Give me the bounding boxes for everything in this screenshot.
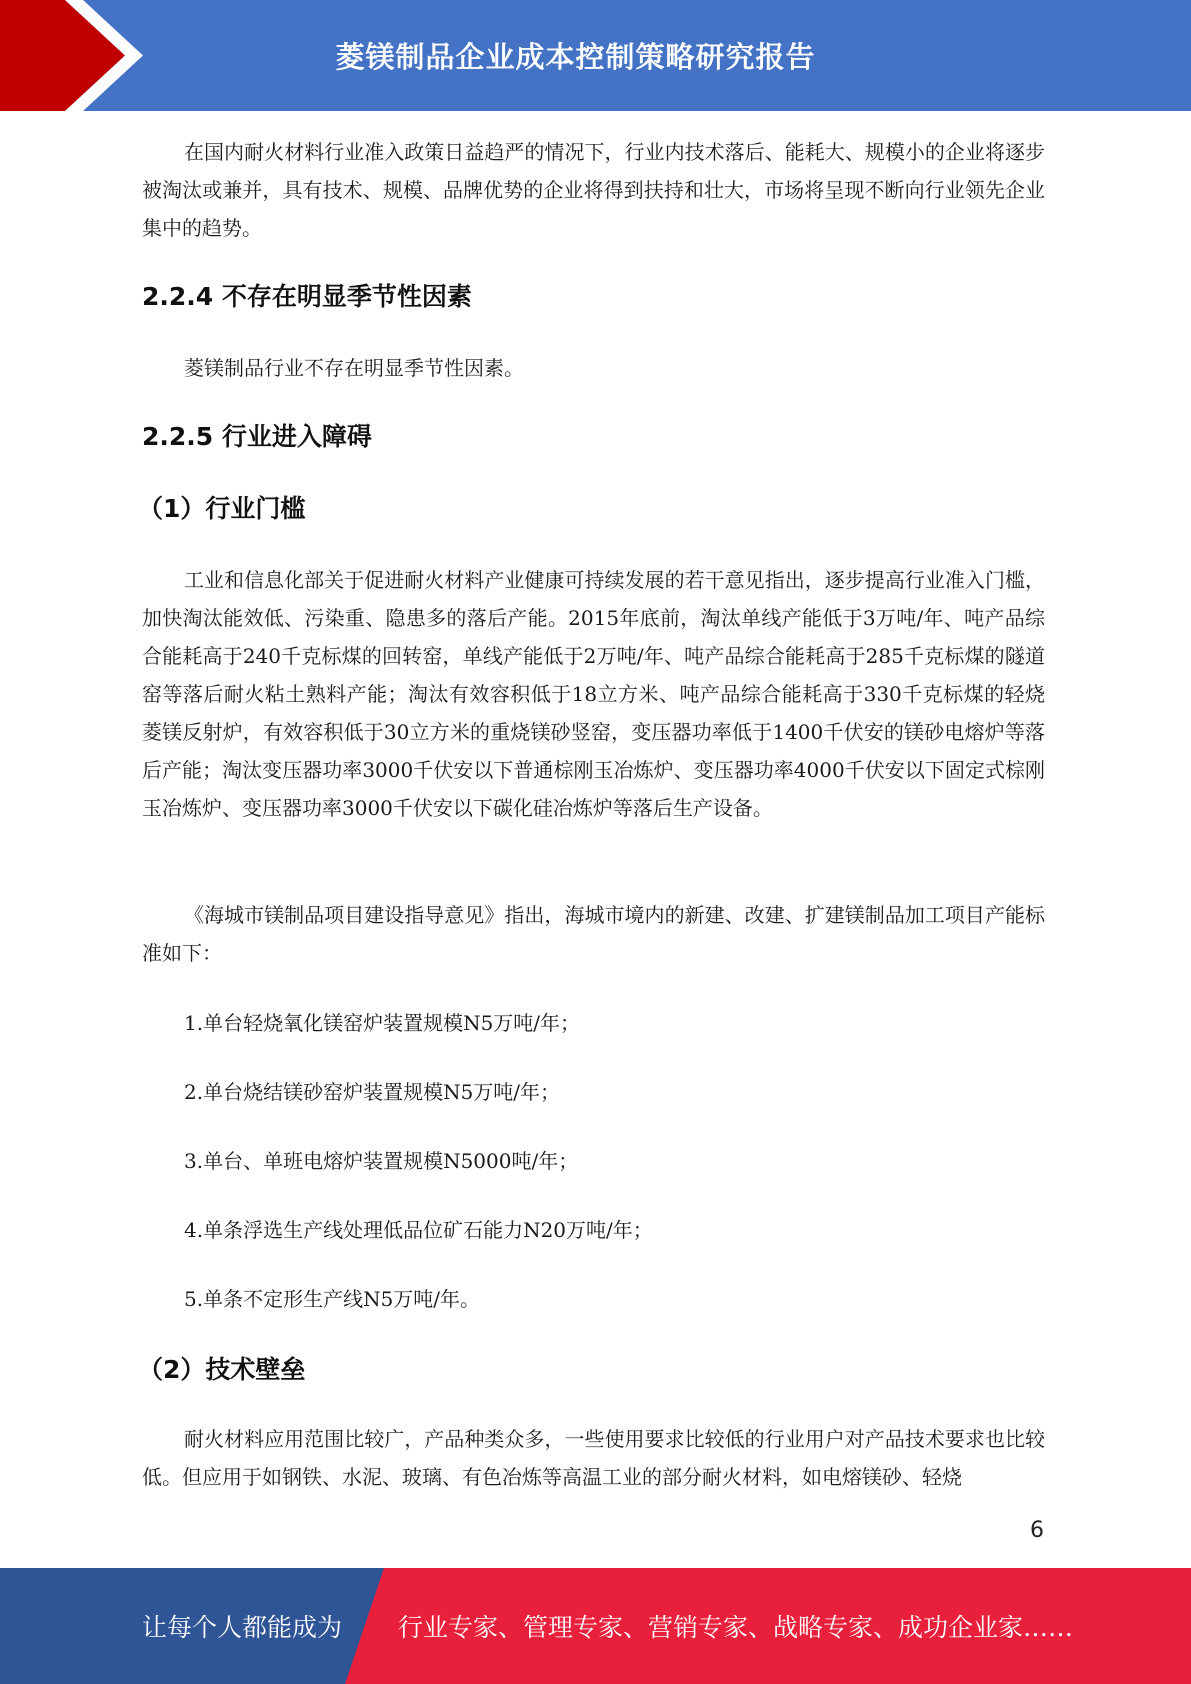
paragraph-seasonality: 菱镁制品行业不存在明显季节性因素。: [184, 356, 524, 380]
page-number: 6: [1030, 1518, 1044, 1543]
page-header: [0, 0, 1191, 111]
footer-slogan-right: 行业专家、管理专家、营销专家、战略专家、成功企业家……: [398, 1613, 1074, 1642]
section-heading-2-2-4: 2.2.4 不存在明显季节性因素: [142, 282, 472, 311]
subheading-technical-barrier: （2）技术壁垒: [138, 1355, 306, 1384]
paragraph-market-trend: 在国内耐火材料行业准入政策日益趋严的情况下，行业内技术落后、能耗大、规模小的企业将逐步被淘汰或兼并，具有技术、规模、品牌优势的企业将得到扶持和壮大，市场将呈现不断向行业领先企业集中的趋势。: [142, 140, 1045, 240]
subheading-industry-threshold: （1）行业门槛: [138, 494, 306, 523]
paragraph-technical-requirements: 耐火材料应用范围比较广，产品种类众多，一些使用要求比较低的行业用户对产品技术要求也比较低。但应用于如钢铁、水泥、玻璃、有色冶炼等高温工业的部分耐火材料，如电熔镁砂、轻烧: [142, 1427, 1045, 1489]
report-title: 菱镁制品企业成本控制策略研究报告: [335, 40, 816, 74]
section-heading-2-2-5: 2.2.5 行业进入障碍: [142, 422, 372, 451]
list-item: 3.单台、单班电熔炉装置规模N5000吨/年；: [184, 1149, 579, 1173]
list-item: 2.单台烧结镁砂窑炉装置规模N5万吨/年；: [184, 1080, 561, 1104]
list-item: 5.单条不定形生产线N5万吨/年。: [184, 1287, 481, 1311]
list-item: 1.单台轻烧氧化镁窑炉装置规模N5万吨/年；: [184, 1011, 581, 1035]
paragraph-haicheng-guidance: 《海城市镁制品项目建设指导意见》指出，海城市境内的新建、改建、扩建镁制品加工项目产能标准如下：: [142, 903, 1045, 965]
footer-slogan-left: 让每个人都能成为: [142, 1613, 343, 1642]
list-item: 4.单条浮选生产线处理低品位矿石能力N20万吨/年；: [184, 1218, 653, 1242]
paragraph-miit-opinion: 工业和信息化部关于促进耐火材料产业健康可持续发展的若干意见指出，逐步提高行业准入门槛，加快淘汰能效低、污染重、隐患多的落后产能。2015年底前，淘汰单线产能低于3万吨/年、吨产品综合能耗高于240千克标煤的回转窑，单线产能低于2万吨/年、吨产品综合能耗高于285千克标煤的隧道窑等落后耐火粘土熟料产能；淘汰有效容积低于18立方米、吨产品综合能耗高于330千克标煤的轻烧菱镁反射炉，有效容积低于30立方米的重烧镁砂竖窑，变压器功率低于1400千伏安的镁砂电熔炉等落后产能；淘汰变压器功率3000千伏安以下普通棕刚玉冶炼炉、变压器功率4000千伏安以下固定式棕刚玉冶炼炉、变压器功率3000千伏安以下碳化硅冶炼炉等落后生产设备。: [142, 568, 1045, 820]
page-footer: [0, 1568, 1191, 1684]
